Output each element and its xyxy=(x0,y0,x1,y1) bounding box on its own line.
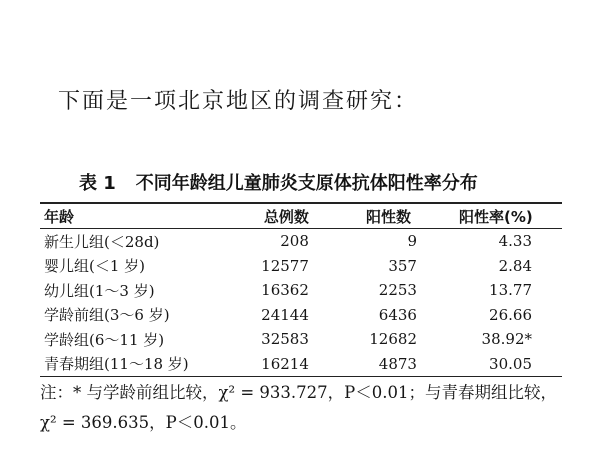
header-positive: 阳性数 xyxy=(309,203,417,229)
cell-rate: 13.77 xyxy=(489,281,532,300)
table-row xyxy=(40,352,562,377)
cell-positive: 6436 xyxy=(378,305,417,324)
table-number: 表 1 xyxy=(79,173,116,194)
cell-rate: 2.84 xyxy=(498,256,532,275)
header-total: 总例数 xyxy=(207,203,309,229)
table-title: 不同年龄组儿童肺炎支原体抗体阳性率分布 xyxy=(135,173,478,194)
intro-text: 下面是一项北京地区的调查研究： xyxy=(58,89,419,114)
table-row xyxy=(40,278,562,303)
cell-positive: 2253 xyxy=(378,281,417,300)
cell-rate: 26.66 xyxy=(489,305,532,324)
table-row xyxy=(40,303,562,328)
header-rate: 阳性率(%) xyxy=(417,203,562,229)
cell-age: 婴儿组(＜1 岁) xyxy=(44,257,146,276)
cell-positive: 357 xyxy=(388,256,417,275)
cell-total: 24144 xyxy=(261,305,309,324)
cell-total: 16214 xyxy=(207,352,309,377)
cell-age: 学龄组(6～11 岁) xyxy=(44,330,165,349)
cell-total: 12577 xyxy=(261,256,309,275)
cell-rate: 38.92* xyxy=(481,330,532,349)
cell-rate: 4.33 xyxy=(498,232,532,251)
table-header-row xyxy=(40,203,562,229)
cell-age: 青春期组(11～18 岁) xyxy=(40,352,207,377)
cell-age: 新生儿组(＜28d) xyxy=(44,232,160,251)
footnote-line-2: χ² = 369.635，P＜0.01。 xyxy=(40,413,247,432)
table-footnote xyxy=(40,378,580,438)
cell-total: 32583 xyxy=(261,330,309,349)
cell-positive: 4873 xyxy=(309,352,417,377)
footnote-line-1: 注：* 与学龄前组比较，χ² = 933.727，P＜0.01；与青春期组比较， xyxy=(40,383,557,402)
table-row xyxy=(40,229,562,254)
table-caption xyxy=(79,169,478,195)
header-age: 年龄 xyxy=(40,203,207,229)
cell-total: 16362 xyxy=(261,281,309,300)
table-row xyxy=(40,327,562,352)
cell-positive: 9 xyxy=(407,232,417,251)
cell-rate: 30.05 xyxy=(417,352,562,377)
cell-age: 学龄前组(3～6 岁) xyxy=(44,306,170,325)
table-row xyxy=(40,254,562,279)
cell-total: 208 xyxy=(280,232,309,251)
data-table xyxy=(40,202,562,377)
cell-positive: 12682 xyxy=(369,330,417,349)
cell-age: 幼儿组(1～3 岁) xyxy=(44,281,155,300)
